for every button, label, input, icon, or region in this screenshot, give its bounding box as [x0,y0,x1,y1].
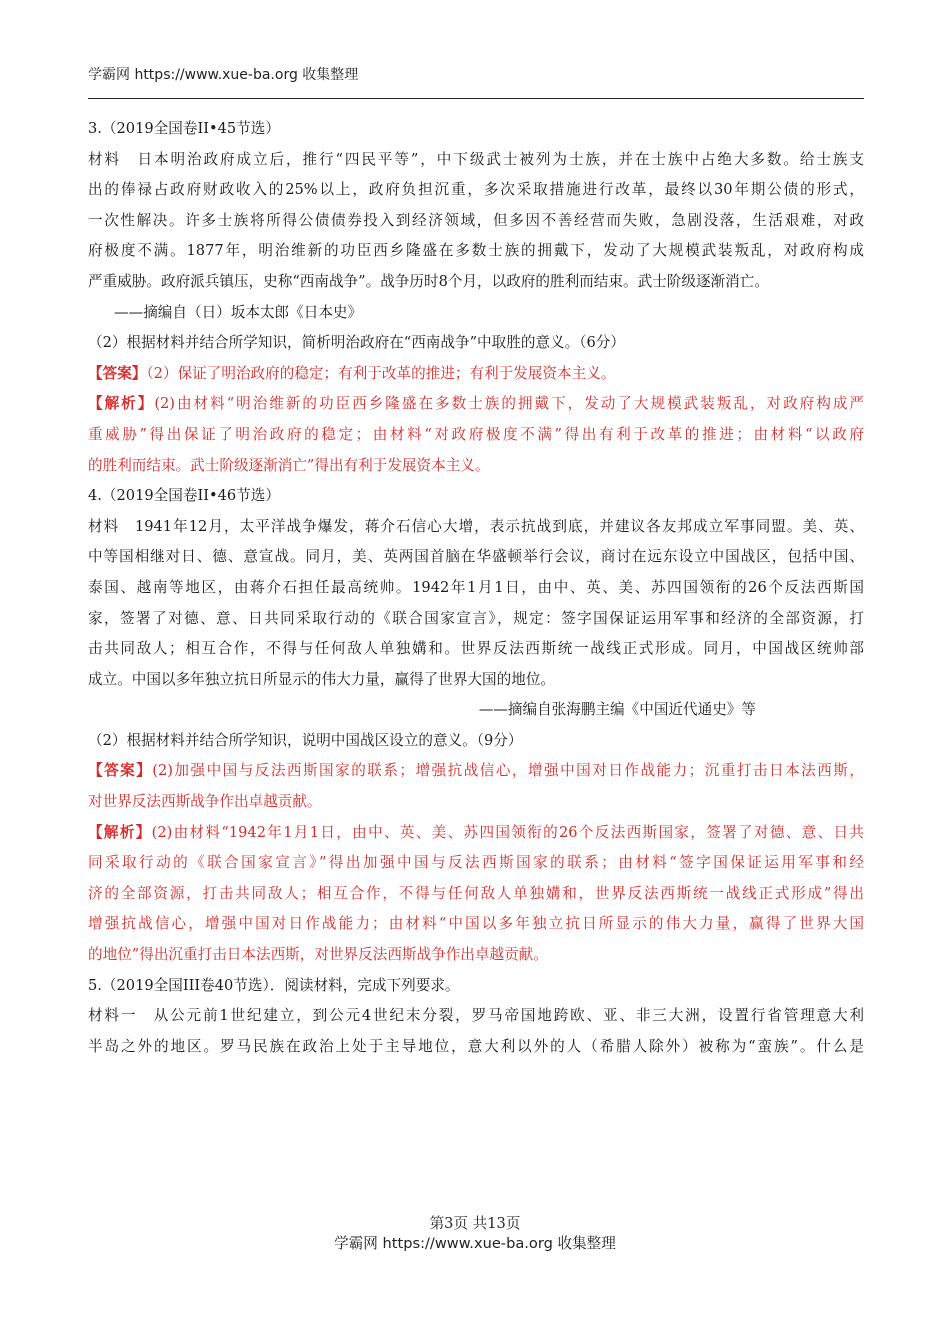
q4-analysis-line [88,818,864,849]
q4-answer-line [88,756,864,787]
q4-title: 4.（2019全国卷II•46节选） [88,487,280,505]
q4-answer-text: (2)加强中国与反法西斯国家的联系；增强抗战信心，增强中国对日作战能力；沉重打击日本法西斯， [152,762,864,780]
q3-material-line: 出的俸禄占政府财政收入的25%以上，政府负担沉重，多次采取措施进行改革，最终以30年期公债的形式， [88,181,864,199]
q4-question: （2）根据材料并结合所学知识，说明中国战区设立的意义。（9分） [88,731,523,749]
q3-analysis-line [88,389,864,420]
q4-material-line: 击共同敌人；相互合作，不得与任何敌人单独媾和。世界反法西斯统一战线正式形成。同月，中国战区统帅部 [88,640,864,658]
q4-analysis-line: 的地位”得出沉重打击日本法西斯，对世界反法西斯战争作出卓越贡献。 [88,946,548,964]
q3-title: 3.（2019全国卷II•45节选） [88,120,280,137]
q3-answer-text: （2）保证了明治政府的稳定；有利于改革的推进；有利于发展资本主义。 [146,364,616,382]
q3-answer-label: 【答案】 [88,364,147,382]
page-number: 第3页 共13页 [429,1215,521,1232]
q4-material-line: 成立。中国以多年独立抗日所显示的伟大力量，赢得了世界大国的地位。 [88,670,556,688]
q4-analysis-label: 【解析】 [88,823,152,841]
q3-analysis-text: (2)由材料“明治维新的功臣西乡隆盛在多数士族的拥戴下，发动了大规模武装叛乱，对政府构成严 [154,395,864,413]
q3-material-line: 材料 日本明治政府成立后，推行“四民平等”，中下级武士被列为士族，并在士族中占绝大多数。给士族支 [88,150,864,168]
q3-source: ——摘编自（日）坂本太郎《日本史》 [114,303,363,321]
q4-analysis-line: 同采取行动的《联合国家宣言》”得出加强中国与反法西斯国家的联系；由材料“签字国保证运用军事和经 [88,854,864,872]
q3-material-line: 严重威胁。政府派兵镇压，史称“西南战争”。战争历时8个月，以政府的胜利而结束。武士阶级逐渐消亡。 [88,272,769,290]
q3-answer [88,359,864,390]
page-header [88,64,864,84]
q4-analysis-line: 济的全部资源，打击共同敌人；相互合作，不得与任何敌人单独媾和，世界反法西斯统一战线正式形成”得出 [88,884,864,902]
q3-question: （2）根据材料并结合所学知识，简析明治政府在“西南战争”中取胜的意义。（6分） [88,334,625,352]
q3-analysis-line: 重威胁”得出保证了明治政府的稳定；由材料“对政府极度不满”得出有利于改革的推进；由材料“以政府 [88,425,864,443]
q4-material-line: 家，签署了对德、意、日共同采取行动的《联合国家宣言》，规定：签字国保证运用军事和经济的全部资源，打 [88,609,864,627]
q3-analysis-label: 【解析】 [88,395,155,413]
q5-material-line: 材料一 从公元前1世纪建立，到公元4世纪末分裂，罗马帝国地跨欧、亚、非三大洲，设置行省管理意大利 [88,1007,864,1025]
header-divider [88,98,864,99]
q4-answer-line: 对世界反法西斯战争作出卓越贡献。 [88,793,322,811]
q3-material-line: 一次性解决。许多士族将所得公债债券投入到经济领域，但多因不善经营而失败，急剧没落，生活艰难，对政 [88,211,864,229]
footer-site-text: 学霸网 https://www.xue-ba.org 收集整理 [334,1235,616,1252]
q4-analysis-line: 增强抗战信心，增强中国对日作战能力；由材料“中国以多年独立抗日所显示的伟大力量，赢得了世界大国 [88,915,864,933]
q3-analysis-line: 的胜利而结束。武士阶级逐渐消亡”得出有利于发展资本主义。 [88,456,490,474]
q4-material-line: 材料 1941年12月，太平洋战争爆发，蒋介石信心大增，表示抗战到底，并建议各友邦成立军事同盟。美、英、 [88,517,864,535]
header-site-text: 学霸网 https://www.xue-ba.org 收集整理 [88,67,359,83]
q4-material-line: 泰国、越南等地区，由蒋介石担任最高统帅。1942年1月1日，由中、英、美、苏四国领衔的26个反法西斯国 [88,578,864,596]
q4-answer-label: 【答案】 [88,762,153,780]
q4-material-line: 中等国相继对日、德、意宣战。同月，美、英两国首脑在华盛顿举行会议，商讨在远东设立中国战区，包括中国、 [88,548,864,566]
q4-analysis-text: (2)由材料“1942年1月1日，由中、英、美、苏四国领衔的26个反法西斯国家，签署了对德、意、日共 [151,823,864,841]
document-body [88,114,864,1062]
q3-material-line: 府极度不满。1877年，明治维新的功臣西乡隆盛在多数士族的拥戴下，发动了大规模武装叛乱，对政府构成 [88,242,864,260]
q5-title: 5.（2019全国III卷40节选）．阅读材料，完成下列要求。 [88,976,460,994]
q4-source: ——摘编自张海鹏主编《中国近代通史》等 [478,701,756,719]
q5-material-line: 半岛之外的地区。罗马民族在政治上处于主导地位，意大利以外的人（希腊人除外）被称为“蛮族”。什么是 [88,1037,864,1055]
